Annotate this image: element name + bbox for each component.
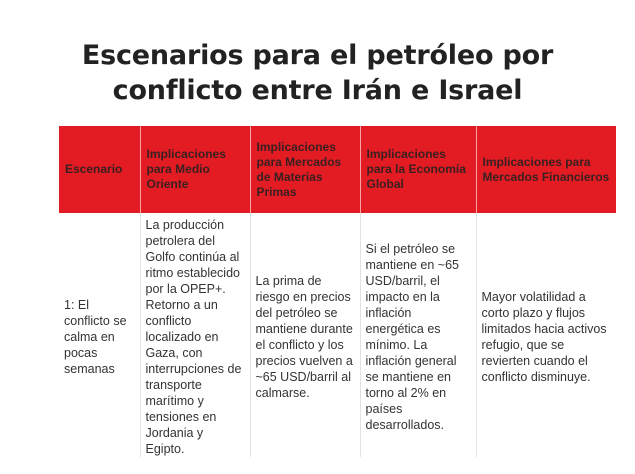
cell-financial-markets: Mayor volatilidad a corto plazo y flujos limitados hacia activos refugio, que se revierten cuando el conflicto disminuye. bbox=[481, 290, 607, 384]
cell-global-economy: Si el petróleo se mantiene en ~65 USD/barril, el impacto en la inflación energética es mínimo. La inflación general se mantiene en torno al 2% en países desarrollados. bbox=[360, 213, 476, 457]
page-title bbox=[0, 38, 635, 108]
cell-commodities: La prima de riesgo en precios del petróleo se mantiene durante el conflicto y los precios vuelven a ~65 USD/barril al calmarse. bbox=[250, 213, 360, 457]
table-header bbox=[59, 126, 616, 213]
header-commodities: Implicaciones para Mercados de Materias Primas bbox=[250, 126, 360, 213]
title-line-1: Escenarios para el petróleo por bbox=[81, 40, 554, 72]
header-global-economy: Implicaciones para la Economía Global bbox=[360, 126, 476, 213]
table-row bbox=[59, 213, 616, 457]
cell-middle-east: La producción petrolera del Golfo continúa al ritmo establecido por la OPEP+. Retorno a un conflicto localizado en Gaza, con interrupciones de transporte marítimo y tensiones en Jordania y Egipto. bbox=[140, 213, 250, 457]
title-line-2: conflicto entre Irán e Israel bbox=[112, 75, 523, 107]
header-middle-east: Implicaciones para Medio Oriente bbox=[140, 126, 250, 213]
table-body bbox=[59, 213, 616, 457]
scenarios-table bbox=[59, 126, 616, 457]
cell-scenario: 1: El conflicto se calma en pocas semanas bbox=[59, 213, 140, 457]
header-financial-markets: Implicaciones para Mercados Financieros bbox=[476, 126, 616, 213]
header-scenario: Escenario bbox=[59, 126, 140, 213]
header-row bbox=[59, 126, 616, 213]
